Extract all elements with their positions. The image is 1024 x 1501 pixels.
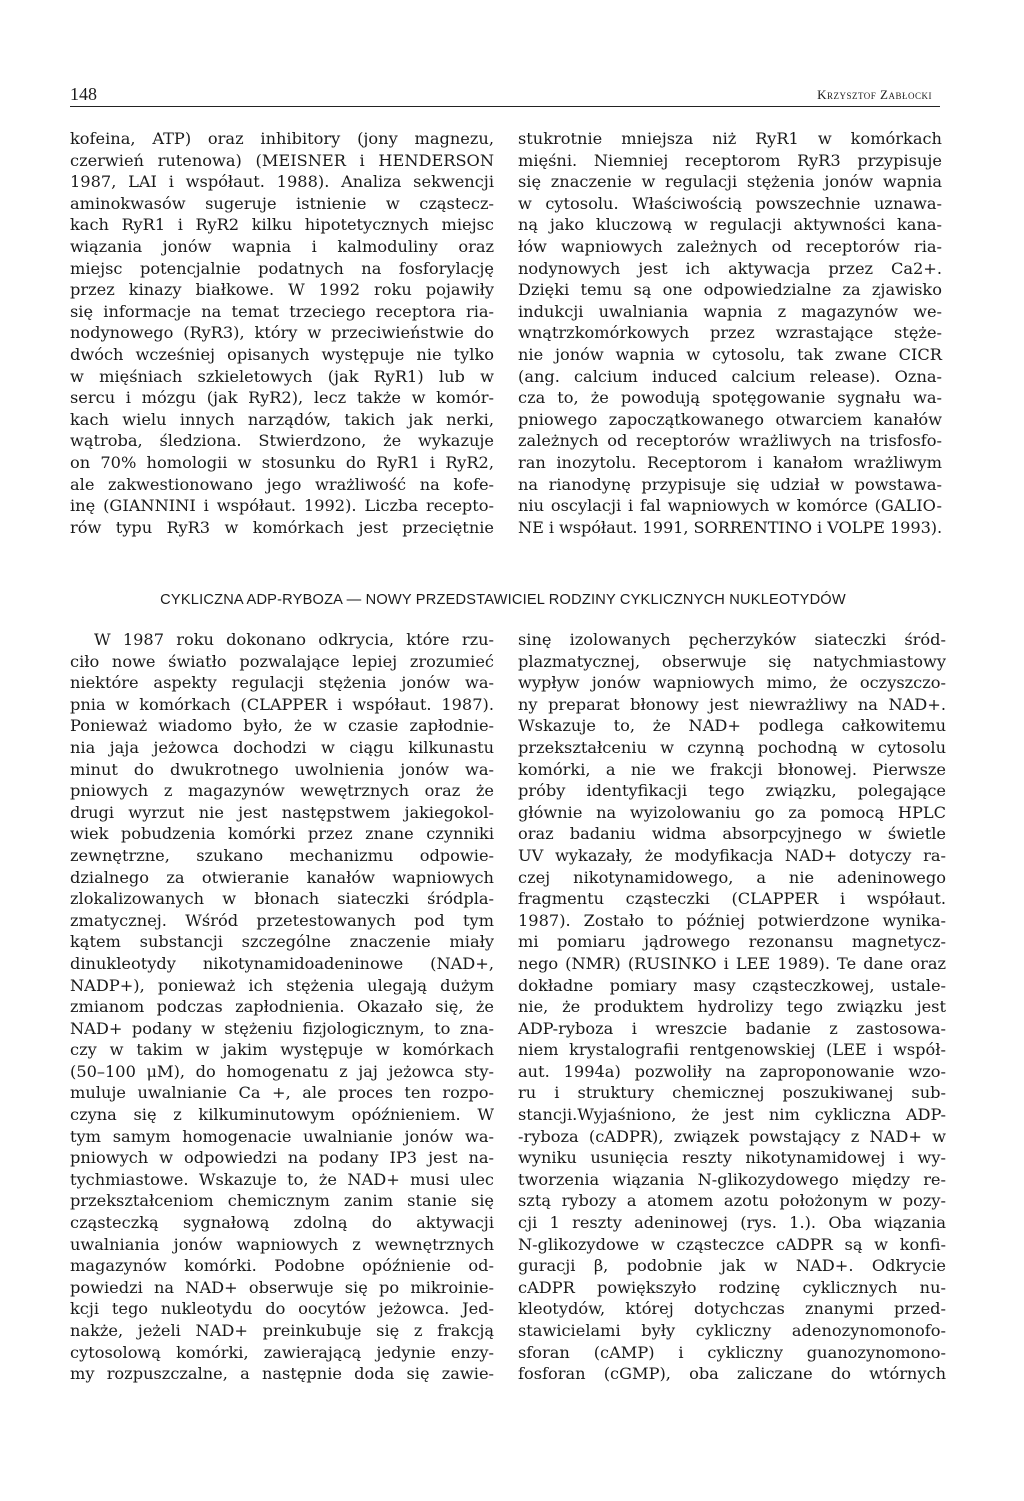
text-line: 1987, LAI i współaut. 1988). Analiza sekwencji — [70, 172, 494, 192]
text-line: cji 1 reszty adeninowej (rys. 1.). Oba wiązania — [518, 1213, 946, 1233]
text-line: cza to, że powodują spotęgowanie sygnału wa- — [518, 388, 942, 408]
text-line: łów wapniowych zależnych od receptorów ria- — [518, 236, 942, 256]
text-line: cADPR powiększyło rodzinę cyklicznych nu- — [518, 1277, 946, 1297]
running-head — [70, 84, 940, 107]
text-line: pnia w komórkach (CLAPPER i współaut. 1987). — [70, 694, 494, 714]
text-line: guracji β, podobnie jak w NAD+. Odkrycie — [518, 1256, 946, 1276]
text-line: tworzenia wiązania N-glikozydowego między re- — [518, 1169, 946, 1189]
text-line: próby identyfikacji tego związku, polegające — [518, 781, 946, 801]
text-line: się znaczenie w regulacji stężenia jonów wapnia — [518, 172, 942, 192]
text-line: cząsteczką sygnałową zdolną do aktywacji — [70, 1213, 494, 1233]
text-line: aminokwasów sugeruje istnienie w cząstecz- — [70, 193, 494, 213]
text-line: Wskazuje to, że NAD+ podlega całkowitemu — [518, 716, 946, 736]
text-line: wyniku usunięcia reszty nikotynamidowej i wy- — [518, 1148, 946, 1168]
text-line: drugi wyrzut nie jest następstwem jakiegokol- — [70, 802, 494, 822]
text-line: czy w takim w jakim występuje w komórkach — [70, 1040, 494, 1060]
text-line: sztą rybozy a atomem azotu położonym w pozy- — [518, 1191, 946, 1211]
text-line: kach wielu innych narządów, takich jak nerki, — [70, 409, 494, 429]
text-line: wiązania jonów wapnia i kalmoduliny oraz — [70, 236, 494, 256]
text-line: sforan (cAMP) i cykliczny guanozynomono- — [518, 1342, 946, 1362]
text-line: nie jonów wapnia w cytosolu, tak zwane CICR — [518, 344, 942, 364]
text-line: zewnętrzne, szukano mechanizmu odpowie- — [70, 845, 494, 865]
text-line: zmatycznej. Wśród przetestowanych pod tym — [70, 910, 494, 930]
text-line: nakże, jeżeli NAD+ preinkubuje się z frakcją — [70, 1321, 494, 1340]
text-line: pniowych z magazynów wewętrznych oraz że — [70, 781, 494, 801]
text-line: zależnych od receptorów wrażliwych na trisfosfo- — [518, 431, 942, 451]
text-line: kofeina, ATP) oraz inhibitory (jony magnezu, — [70, 129, 494, 148]
text-line: przekształceniom chemicznym zanim stanie się — [70, 1191, 494, 1211]
text-line: na rianodynę przypisuje się udział w powstawa- — [518, 474, 942, 494]
text-line: wiek pobudzenia komórki przez znane czynniki — [70, 824, 494, 844]
text-line: tychmiastowe. Wskazuje to, że NAD+ musi ulec — [70, 1169, 494, 1189]
text-line: ale zakwestionowano jego wrażliwość na kofe- — [70, 474, 494, 494]
text-line: nodynowego (RyR3), który w przeciwieństwie do — [70, 323, 494, 343]
text-line: kleotydów, której dotychczas znanymi przed- — [518, 1299, 946, 1319]
text-line: (50–100 μM), do homogenatu z jaj jeżowca sty- — [70, 1061, 494, 1081]
text-line: powiedzi na NAD+ obserwuje się po mikroinie- — [70, 1277, 494, 1297]
text-line: niektóre aspekty regulacji stężenia jonów wa- — [70, 673, 494, 693]
text-line: kątem substancji szczególne znaczenie miały — [70, 932, 494, 952]
section-heading: CYKLICZNA ADP-RYBOZA — NOWY PRZEDSTAWICIEL RODZINY CYKLICZNYCH NUKLEOTYDÓW — [160, 592, 846, 608]
text-line: w mięśniach szkieletowych (jak RyR1) lub w — [70, 366, 494, 386]
text-line: tym samym homogenacie uwalnianie jonów wa- — [70, 1126, 494, 1146]
body-column-bottom-left — [70, 629, 494, 1385]
body-column-bottom-right — [518, 629, 946, 1385]
text-line: stukrotnie mniejsza niż RyR1 w komórkach — [518, 129, 942, 148]
text-line: dwóch wcześniej opisanych występuje nie tylko — [70, 344, 494, 364]
text-line: czyna się z kilkuminutowym opóźnieniem. W — [70, 1105, 494, 1125]
text-line: nia jaja jeżowca dochodzi w ciągu kilkunastu — [70, 737, 494, 757]
page-number: 148 — [70, 84, 97, 104]
text-line: dokładne pomiary masy cząsteczkowej, ustale- — [518, 975, 946, 995]
text-line: fosforan (cGMP), oba zaliczane do wtórnych — [518, 1364, 946, 1384]
text-line: ny preparat błonowy jest niewrażliwy na NAD+. — [518, 694, 946, 714]
text-line: kach RyR1 i RyR2 kilku hipotetycznych miejsc — [70, 215, 494, 235]
text-line: oraz badaniu widma absorpcyjnego w świetle — [518, 824, 946, 844]
text-line: inę (GIANNINI i współaut. 1992). Liczba recepto- — [70, 496, 494, 516]
text-line: NADP+), ponieważ ich stężenia ulegają dużym — [70, 975, 494, 995]
text-line: mięśni. Niemniej receptorom RyR3 przypisuje — [518, 150, 942, 170]
text-line: plazmatycznej, obserwuje się natychmiastowy — [518, 651, 946, 671]
text-line: W 1987 roku dokonano odkrycia, które rzu- — [94, 630, 494, 649]
text-line: przez kinazy białkowe. W 1992 roku pojawiły — [70, 280, 494, 300]
text-line: rów typu RyR3 w komórkach jest przeciętnie — [70, 517, 494, 537]
text-line: ran inozytolu. Receptorom i kanałom wrażliwym — [518, 452, 942, 472]
text-line: minut do dwukrotnego uwolnienia jonów wa- — [70, 759, 494, 779]
text-line: (ang. calcium induced calcium release). Ozna- — [518, 366, 942, 386]
text-line: ru i struktury chemicznej poszukiwanej sub- — [518, 1083, 946, 1103]
text-line: fragmentu cząsteczki (CLAPPER i współaut. — [518, 889, 946, 909]
text-line: pniowego zapoczątkowanego otwarciem kanałów — [518, 409, 942, 429]
text-line: aut. 1994a) pozwoliły na zaproponowanie wzo- — [518, 1061, 946, 1081]
text-line: N-glikozydowe w cząsteczce cADPR są w konfi- — [518, 1234, 946, 1254]
text-line: uwalniania jonów wapniowych z wewnętrznych — [70, 1234, 494, 1254]
text-line: czerwień rutenowa) (MEISNER i HENDERSON — [70, 150, 494, 170]
text-line: ADP-ryboza i wreszcie badanie z zastosowa- — [518, 1018, 946, 1038]
text-line: wątroba, śledziona. Stwierdzono, że wykazuje — [70, 431, 494, 451]
text-line: my rozpuszczalne, a następnie doda się zawie- — [70, 1364, 494, 1384]
body-column-top-left — [70, 128, 494, 538]
text-line: dzialnego za otwieranie kanałów wapniowych — [70, 867, 494, 887]
text-line: muluje uwalnianie Ca +, ale proces ten rozpo- — [70, 1083, 494, 1103]
text-line: Dzięki temu są one odpowiedzialne za zjawisko — [518, 280, 942, 300]
text-line: przekształceniu w czynną pochodną w cytosolu — [518, 737, 946, 757]
text-line: stawicielami były cykliczny adenozynomonofo- — [518, 1321, 946, 1340]
text-line: komórki, a nie we frakcji błonowej. Pierwsze — [518, 759, 946, 779]
text-line: sercu i mózgu (jak RyR2), lecz także w komór- — [70, 388, 494, 408]
text-line: indukcji uwalniania wapnia z magazynów we- — [518, 301, 942, 321]
text-line: nodynowych jest ich aktywacja przez Ca2+. — [518, 258, 942, 278]
text-line: niu oscylacji i fal wapniowych w komórce (GALIO- — [518, 496, 942, 516]
text-line: cytosolową komórki, zawierającą jedynie enzy- — [70, 1342, 494, 1362]
text-line: on 70% homologii w stosunku do RyR1 i RyR2, — [70, 452, 494, 472]
text-line: ciło nowe światło pozwalające lepiej zrozumieć — [70, 651, 494, 671]
text-line: wnątrzkomórkowych przez wzrastające stęże- — [518, 323, 942, 343]
text-line: mi pomiaru jądrowego rezonansu magnetycz- — [518, 932, 946, 952]
text-line: -ryboza (cADPR), związek powstający z NAD+ w — [518, 1126, 946, 1146]
text-line: miejsc potencjalnie podatnych na fosforylację — [70, 258, 494, 278]
body-column-top-right — [518, 128, 942, 538]
text-line: ną jako kluczową w regulacji aktywności kana- — [518, 215, 942, 235]
text-line: pniowych w odpowiedzi na podany IP3 jest na- — [70, 1148, 494, 1168]
text-line: się informacje na temat trzeciego receptora ria- — [70, 301, 494, 321]
text-line: w cytosolu. Właściwością powszechnie uznawa- — [518, 193, 942, 213]
text-line: nego (NMR) (RUSINKO i LEE 1989). Te dane oraz — [518, 953, 946, 973]
text-line: 1987). Zostało to później potwierdzone wynika- — [518, 910, 946, 930]
text-line: dinukleotydy nikotynamidoadeninowe (NAD+, — [70, 953, 494, 973]
text-line: NAD+ podany w stężeniu fizjologicznym, to zna- — [70, 1018, 494, 1038]
text-line: głównie na wyizolowaniu go za pomocą HPLC — [518, 802, 946, 822]
text-line: UV wykazały, że modyfikacja NAD+ dotyczy ra- — [518, 845, 946, 865]
text-line: wypływ jonów wapniowych mimo, że oczyszczo- — [518, 673, 946, 693]
running-head-author: Krzysztof Zabłocki — [817, 87, 932, 102]
text-line: zlokalizowanych w błonach siateczki śródpla- — [70, 889, 494, 909]
text-line: niem krystalografii rentgenowskiej (LEE i współ- — [518, 1040, 946, 1060]
text-line: czej nikotynamidowego, a nie adeninowego — [518, 867, 946, 887]
text-line: stancji.Wyjaśniono, że jest nim cykliczna ADP- — [518, 1105, 946, 1125]
text-line: NE i współaut. 1991, SORRENTINO i VOLPE 1993). — [518, 517, 943, 537]
text-line: nie, że produktem hydrolizy tego związku jest — [518, 997, 946, 1017]
text-line: kcji tego nukleotydu do oocytów jeżowca. Jed- — [70, 1299, 494, 1319]
text-line: magazynów komórki. Podobne opóźnienie od- — [70, 1256, 494, 1276]
text-line: zmianom podczas zapłodnienia. Okazało się, że — [70, 997, 494, 1017]
text-line: Ponieważ wiadomo było, że w czasie zapłodnie- — [70, 716, 494, 736]
text-line: sinę izolowanych pęcherzyków siateczki śród- — [518, 630, 946, 649]
